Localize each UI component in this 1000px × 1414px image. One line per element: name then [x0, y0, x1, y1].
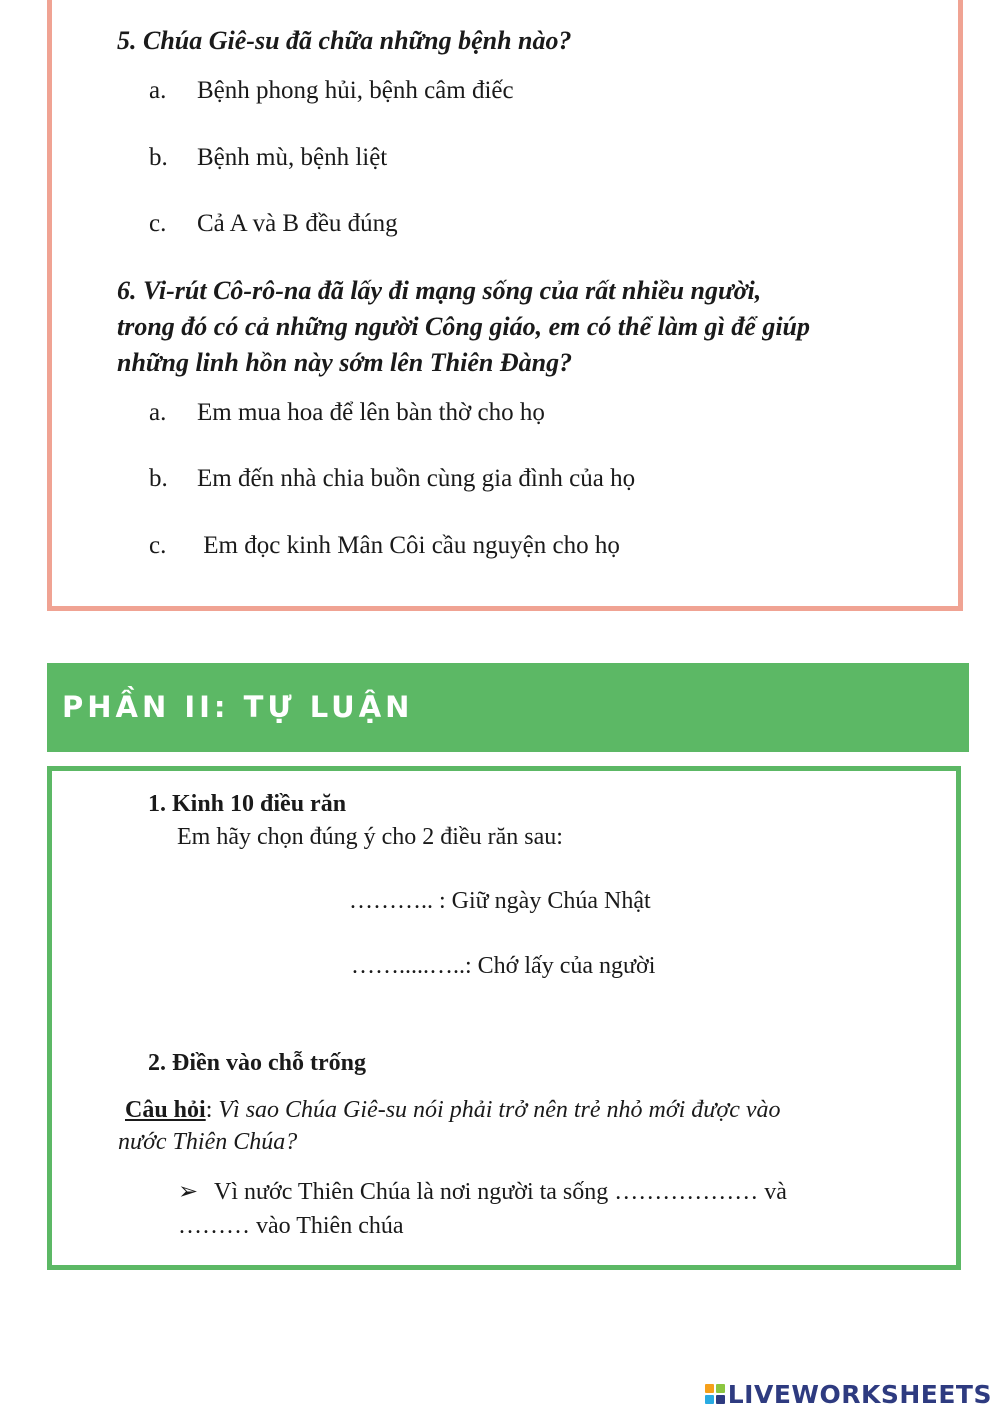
option-letter: a. — [149, 399, 167, 426]
question-text: Vì sao Chúa Giê-su nói phải trở nên trẻ nhỏ mới được vào — [212, 1097, 781, 1123]
q6-option-c[interactable] — [149, 530, 620, 562]
commandment-blank-1[interactable]: ……….. : Giữ ngày Chúa Nhật — [349, 888, 651, 914]
item2-heading: 2. Điền vào chỗ trống — [148, 1050, 366, 1076]
logo-square-icon — [705, 1384, 714, 1393]
option-text: Em đến nhà chia buồn cùng gia đình của họ — [197, 465, 636, 492]
q5-option-a[interactable] — [149, 75, 514, 107]
q5-option-b[interactable] — [149, 142, 387, 174]
q6-option-a[interactable] — [149, 397, 545, 429]
option-letter: b. — [149, 465, 168, 492]
question-5-title: 5. Chúa Giê-su đã chữa những bệnh nào? — [117, 26, 572, 55]
q6-option-b[interactable] — [149, 463, 635, 495]
question-label: Câu hỏi — [125, 1097, 206, 1123]
logo-square-icon — [716, 1395, 725, 1404]
logo-text: LIVEWORKSHEETS — [727, 1379, 992, 1409]
q5-option-c[interactable] — [149, 208, 398, 240]
answer-text: Vì nước Thiên Chúa là nơi người ta sống ……………… và — [214, 1179, 787, 1205]
logo-square-icon — [705, 1395, 714, 1404]
question-6-title-line-3: những linh hồn này sớm lên Thiên Đàng? — [117, 348, 573, 377]
option-text: Bệnh phong hủi, bệnh câm điếc — [197, 77, 514, 104]
item2-question-line-1 — [125, 1094, 781, 1126]
item1-heading: 1. Kinh 10 điều răn — [148, 791, 347, 817]
liveworksheets-logo-icon — [705, 1384, 725, 1404]
option-text: Em mua hoa để lên bàn thờ cho họ — [197, 399, 545, 426]
option-text: Em đọc kinh Mân Côi cầu nguyện cho họ — [197, 532, 620, 559]
question-6-title-line-1: 6. Vi-rút Cô-rô-na đã lấy đi mạng sống của rất nhiều người, — [117, 276, 762, 305]
part2-banner: PHẦN II: TỰ LUẬN — [47, 663, 969, 752]
option-text: Bệnh mù, bệnh liệt — [197, 144, 388, 171]
question-6-title-line-2: trong đó có cả những người Công giáo, em có thể làm gì để giúp — [117, 312, 810, 341]
option-letter: c. — [149, 210, 167, 237]
item2-answer-line-1[interactable] — [178, 1176, 787, 1208]
option-letter: c. — [149, 532, 167, 559]
question-colon: : — [205, 1097, 213, 1123]
arrow-bullet-icon: ➢ — [178, 1179, 199, 1205]
item1-instruction: Em hãy chọn đúng ý cho 2 điều răn sau: — [177, 824, 563, 850]
option-text: Cả A và B đều đúng — [197, 210, 398, 237]
commandment-blank-2[interactable]: …….....…..: Chớ lấy của người — [351, 953, 656, 979]
liveworksheets-logo — [705, 1379, 992, 1409]
item2-answer-line-2[interactable]: ……… vào Thiên chúa — [178, 1213, 404, 1239]
option-letter: a. — [149, 77, 167, 104]
logo-square-icon — [716, 1384, 725, 1393]
item2-question-line-2: nước Thiên Chúa? — [118, 1129, 298, 1155]
option-letter: b. — [149, 144, 168, 171]
